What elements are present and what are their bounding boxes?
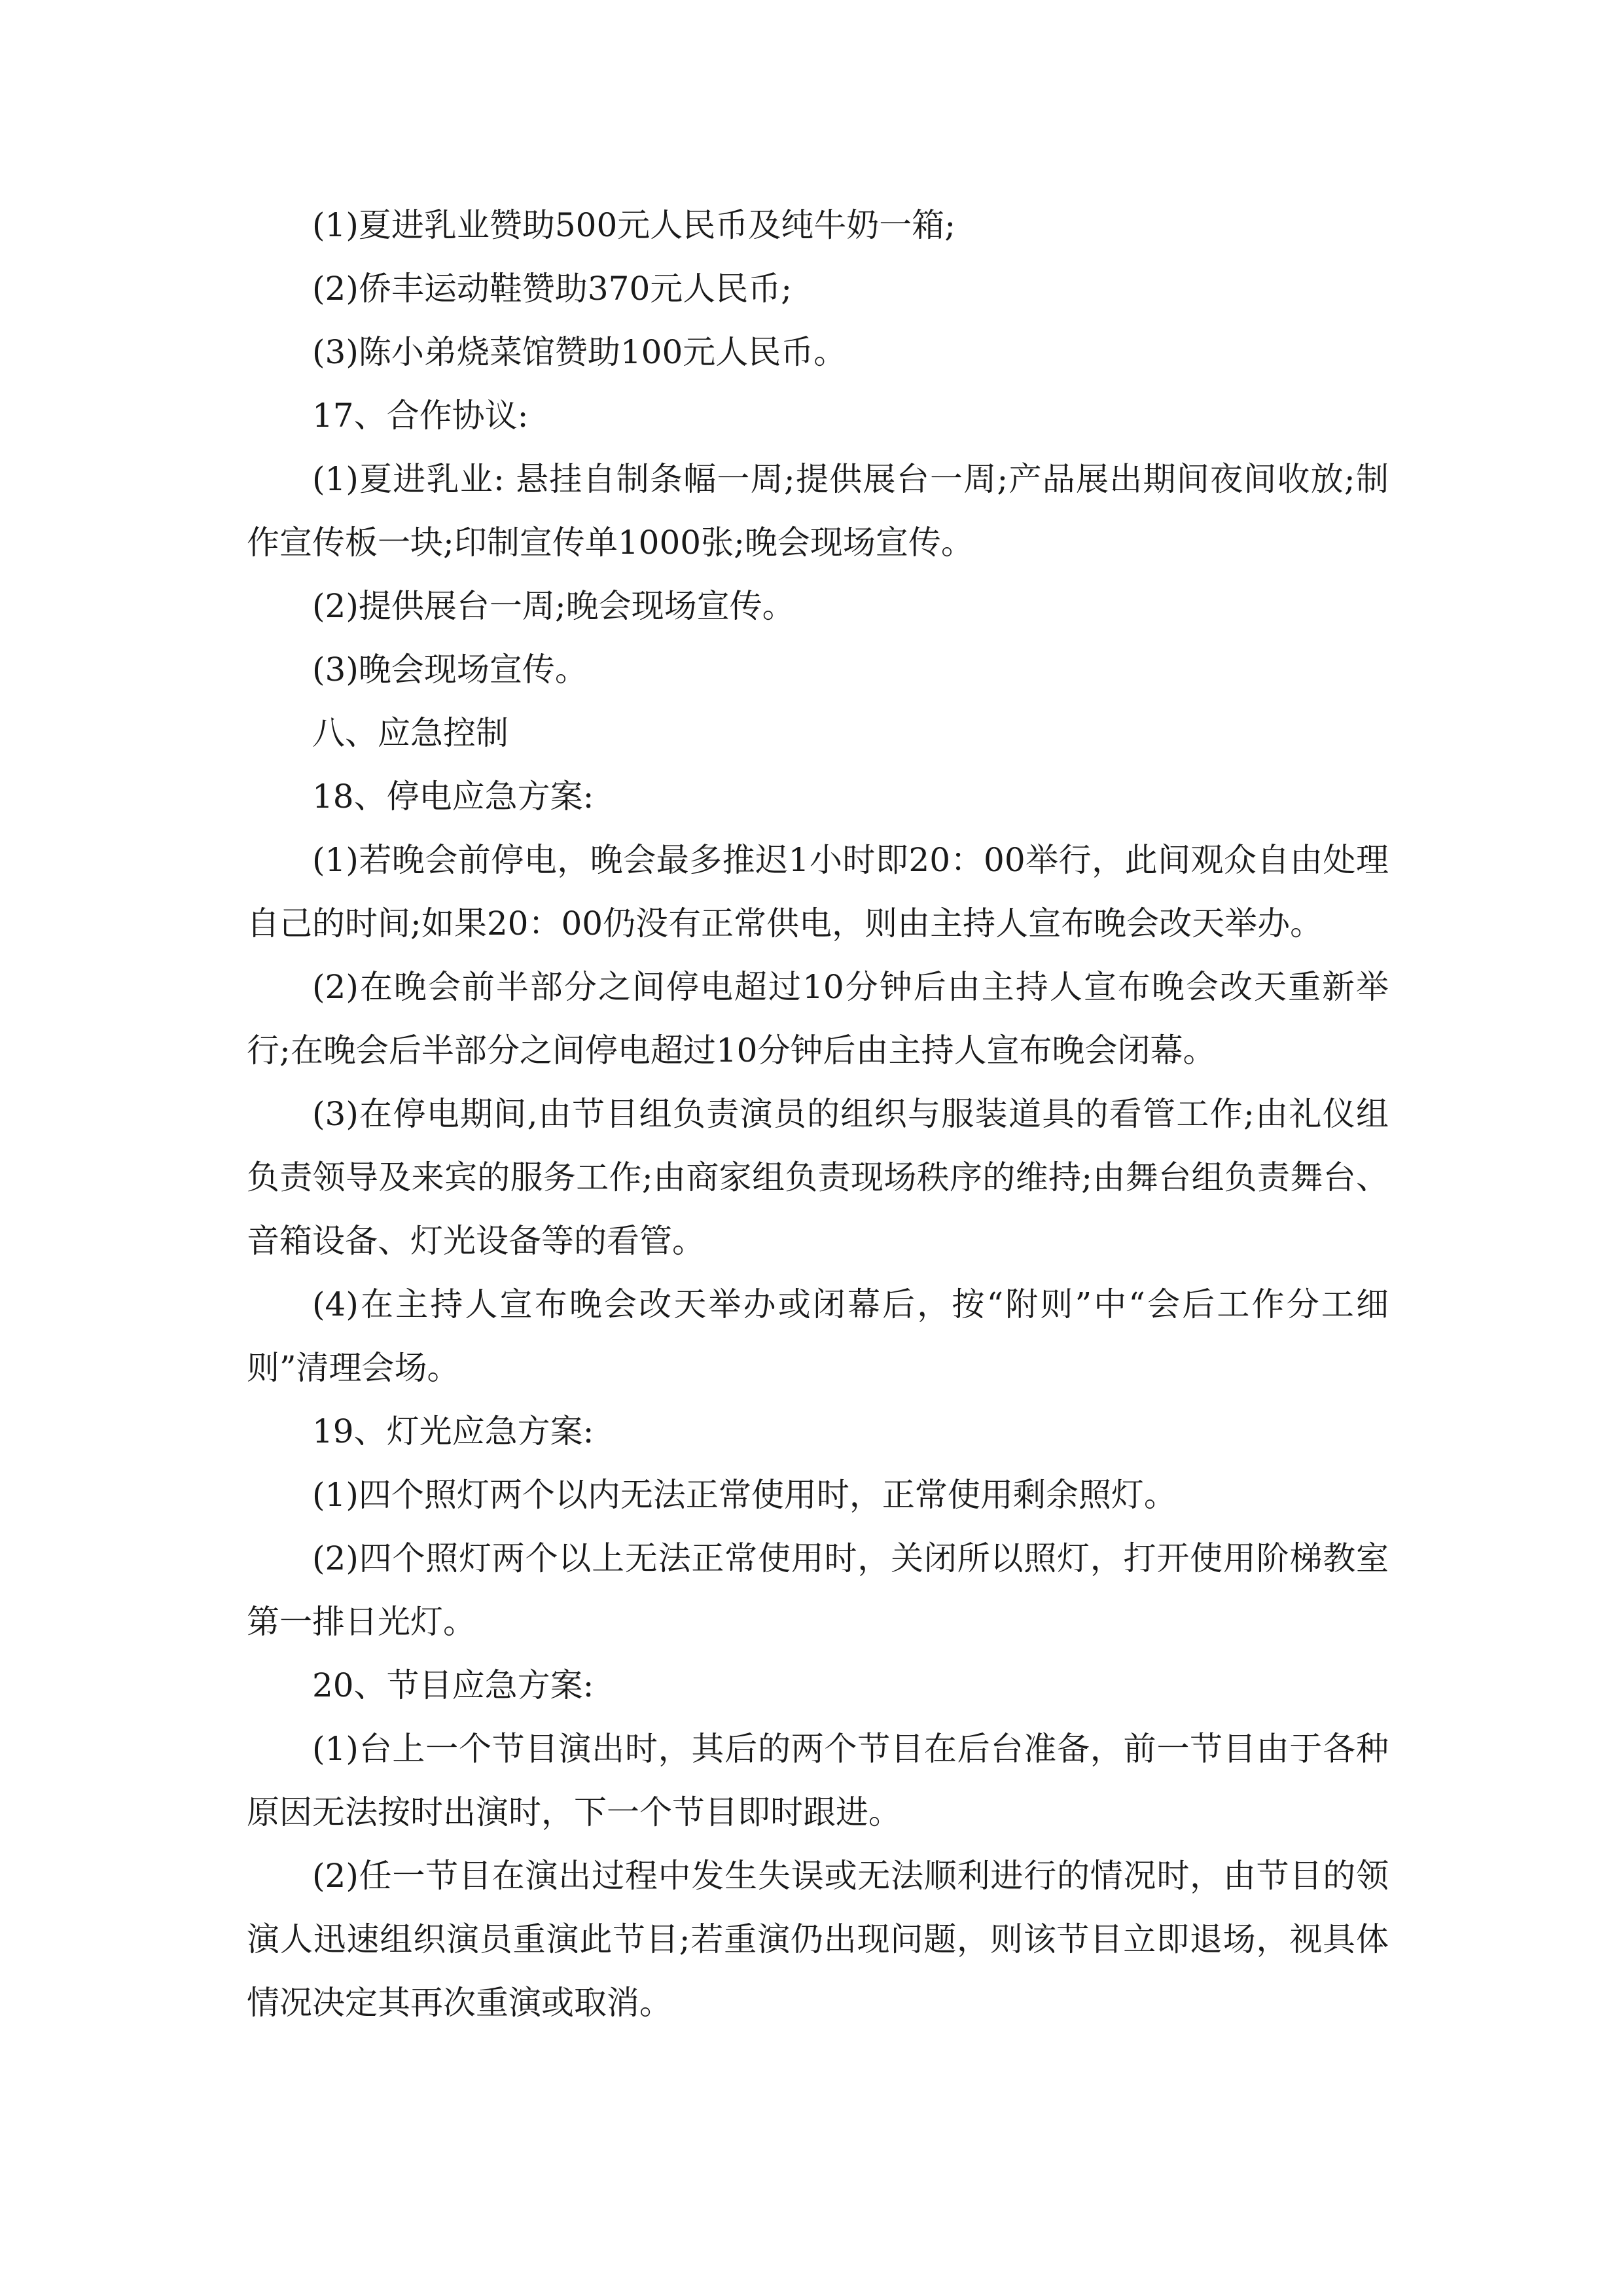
paragraph: (2)提供展台一周;晚会现场宣传。 [312, 587, 795, 625]
paragraph: (3)晚会现场宣传。 [312, 651, 588, 689]
paragraph: (1)夏进乳业: 悬挂自制条幅一周;提供展台一周;产品展出期间夜间收放;制作宣传板一块;印制宣传单1000张;晚会现场宣传。 [247, 460, 1389, 562]
paragraph: (2)任一节目在演出过程中发生失误或无法顺利进行的情况时，由节目的领演人迅速组织演员重演此节目;若重演仍出现问题，则该节目立即退场，视具体情况决定其再次重演或取消。 [247, 1857, 1389, 2022]
paragraph: (2)在晚会前半部分之间停电超过10分钟后由主持人宣布晚会改天重新举行;在晚会后半部分之间停电超过10分钟后由主持人宣布晚会闭幕。 [247, 968, 1389, 1069]
paragraph: (1)夏进乳业赞助500元人民币及纯牛奶一箱; [312, 206, 956, 244]
paragraph: (1)若晚会前停电，晚会最多推迟1小时即20：00举行，此间观众自由处理自己的时间;如果20：00仍没有正常供电，则由主持人宣布晚会改天举办。 [247, 841, 1389, 942]
paragraph: (2)四个照灯两个以上无法正常使用时，关闭所以照灯，打开使用阶梯教室第一排日光灯。 [247, 1539, 1389, 1641]
document-body [247, 194, 1389, 2035]
paragraph: (3)在停电期间,由节目组负责演员的组织与服装道具的看管工作;由礼仪组负责领导及来宾的服务工作;由商家组负责现场秩序的维持;由舞台组负责舞台、音箱设备、灯光设备等的看管。 [247, 1095, 1389, 1260]
section-heading: 20、节目应急方案: [312, 1666, 594, 1704]
paragraph: (2)侨丰运动鞋赞助370元人民币; [312, 270, 793, 308]
section-heading: 18、停电应急方案: [312, 778, 594, 816]
paragraph: (3)陈小弟烧菜馆赞助100元人民币。 [312, 333, 847, 371]
paragraph: (1)四个照灯两个以内无法正常使用时，正常使用剩余照灯。 [312, 1476, 1177, 1514]
chapter-heading: 八、应急控制 [312, 714, 508, 752]
paragraph: (1)台上一个节目演出时，其后的两个节目在后台准备，前一节目由于各种原因无法按时出演时，下一个节目即时跟进。 [247, 1730, 1389, 1831]
section-heading: 17、合作协议: [312, 397, 529, 435]
paragraph: (4)在主持人宣布晚会改天举办或闭幕后，按“附则”中“会后工作分工细则”清理会场。 [247, 1285, 1389, 1387]
section-heading: 19、灯光应急方案: [312, 1412, 594, 1450]
